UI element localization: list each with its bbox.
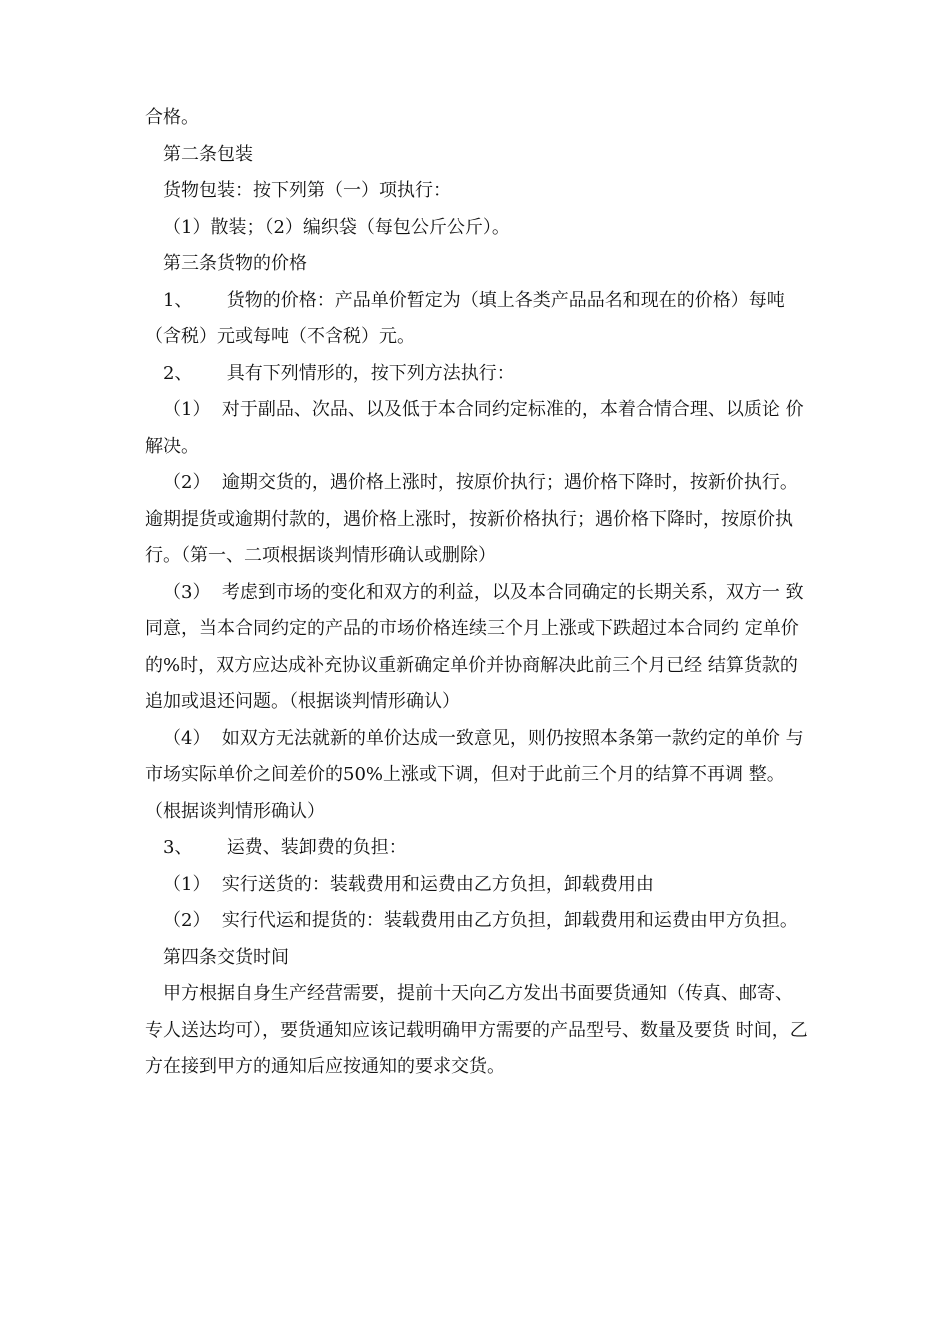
paragraph-packaging-method: 货物包装：按下列第（一）项执行： [163,180,451,201]
paragraph-price-2: 2、 具有下列情形的，按下列方法执行： [163,362,515,384]
document-body [145,100,810,1086]
heading-article-4-delivery-time: 第四条交货时间 [163,946,289,968]
paragraph-packaging-options: （1）散装；（2）编织袋（每包公斤公斤）。 [163,216,510,238]
paragraph-price-2-4: （4） 如双方无法就新的单价达成一致意见，则仍按照本条第一款约定的单价 与市场实际单价之间差价的50%上涨或下调，但对于此前三个月的结算不再调 整。（根据谈判情形确认） [145,727,804,822]
paragraph-price-2-2: （2） 逾期交货的，遇价格上涨时，按原价执行；遇价格下降时，按新价执行。逾期提货或逾期付款的，遇价格上涨时，按新价格执行；遇价格下降时，按原价执行。（第一、二项根据谈判情形确认或删除） [145,472,798,566]
paragraph-price-2-3: （3） 考虑到市场的变化和双方的利益，以及本合同确定的长期关系，双方一 致同意，当本合同约定的产品的市场价格连续三个月上涨或下跌超过本合同约 定单价的%时，双方应达成补充协议重新确定单价并协商解决此前三个月已经 结算货款的追加或退还问题。（根据谈判情形确认） [145,581,804,712]
paragraph-price-3-2: （2） 实行代运和提货的：装载费用由乙方负担，卸载费用和运费由甲方负担。 [163,910,798,931]
heading-article-3-price: 第三条货物的价格 [163,253,307,274]
paragraph-delivery-time: 甲方根据自身生产经营需要，提前十天向乙方发出书面要货通知（传真、邮寄、专人送达均可），要货通知应该记载明确甲方需要的产品型号、数量及要货 时间，乙方在接到甲方的通知后应按通知的要求交货。 [145,983,808,1077]
paragraph-price-1: 1、 货物的价格：产品单价暂定为（填上各类产品品名和现在的价格）每吨 （含税）元或每吨（不含税）元。 [145,289,785,347]
heading-article-2-packaging: 第二条包装 [163,143,253,165]
paragraph-qualified: 合格。 [145,107,199,128]
paragraph-price-2-1: （1） 对于副品、次品、以及低于本合同约定标准的，本着合情合理、以质论 价解决。 [145,399,804,457]
paragraph-price-3-1: （1） 实行送货的：装载费用和运费由乙方负担，卸载费用由 [163,873,654,895]
paragraph-price-3: 3、 运费、装卸费的负担： [163,837,407,858]
